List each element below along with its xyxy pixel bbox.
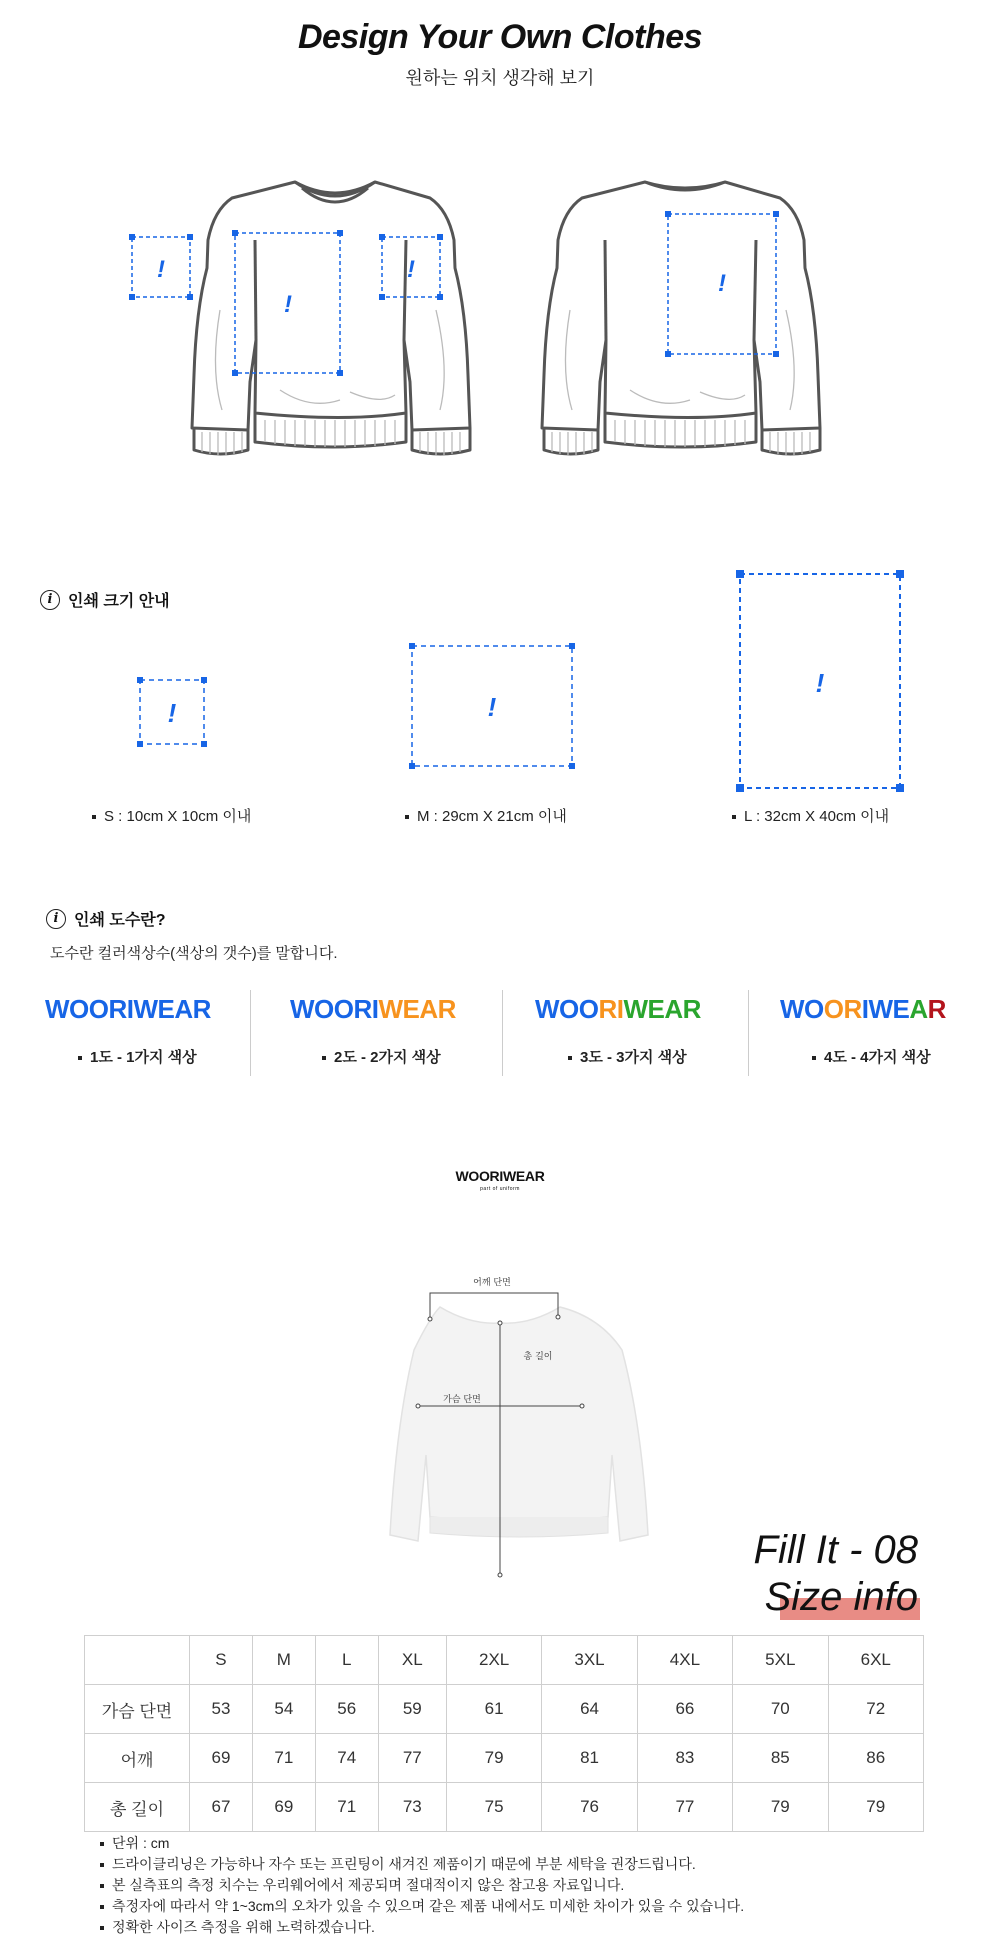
- table-cell: 79: [446, 1734, 541, 1783]
- table-cell: 69: [252, 1783, 315, 1832]
- print-size-boxes: [120, 560, 930, 800]
- size-info-title: Size info: [764, 1575, 918, 1619]
- brand-segment: R: [927, 994, 946, 1024]
- print-mark: !: [718, 270, 726, 297]
- table-cell: 73: [378, 1783, 446, 1832]
- table-header-cell: [85, 1636, 190, 1685]
- brand-segment: OR: [823, 994, 862, 1024]
- brand-segment: RI: [598, 994, 624, 1024]
- table-cell: 69: [190, 1734, 253, 1783]
- table-cell: 64: [542, 1685, 637, 1734]
- print-size-heading: i 인쇄 크기 안내: [40, 588, 170, 611]
- print-mark: !: [407, 256, 415, 283]
- size-notes: [100, 1833, 960, 1938]
- brand-3-color: [535, 994, 701, 1025]
- table-row: [85, 1734, 924, 1783]
- divider: [502, 990, 503, 1076]
- table-cell: 76: [542, 1783, 637, 1832]
- table-cell: 56: [315, 1685, 378, 1734]
- divider: [748, 990, 749, 1076]
- table-header-cell: 3XL: [542, 1636, 637, 1685]
- brand-segment: WOORI: [290, 994, 379, 1024]
- note-item: 단위 : cm: [100, 1833, 960, 1854]
- measure-shoulder-label: 어깨 단면: [473, 1278, 511, 1288]
- sweatshirt-photo: [390, 1307, 648, 1541]
- table-header-cell: 6XL: [828, 1636, 924, 1685]
- table-header-cell: 2XL: [446, 1636, 541, 1685]
- table-cell: 72: [828, 1685, 924, 1734]
- table-cell: 53: [190, 1685, 253, 1734]
- row-label: 가슴 단면: [85, 1685, 190, 1734]
- brand-segment: WOO: [535, 994, 599, 1024]
- table-header-cell: M: [252, 1636, 315, 1685]
- table-cell: 83: [637, 1734, 732, 1783]
- sweatshirt-back: [542, 182, 820, 455]
- table-cell: 85: [733, 1734, 828, 1783]
- table-header-cell: XL: [378, 1636, 446, 1685]
- size-brand-logo: WOORIWEAR: [455, 1168, 545, 1184]
- table-cell: 77: [637, 1783, 732, 1832]
- table-cell: 74: [315, 1734, 378, 1783]
- table-cell: 79: [733, 1783, 828, 1832]
- color-examples: [0, 990, 1000, 1080]
- brand-segment: IWE: [861, 994, 910, 1024]
- print-size-m-label: M : 29cm X 21cm 이내: [405, 805, 567, 826]
- brand-4-color: [780, 994, 946, 1025]
- brand-1-color: WOORIWEAR: [45, 994, 211, 1024]
- color-caption-4: 4도 - 4가지 색상: [812, 1046, 931, 1067]
- page-subtitle: 원하는 위치 생각해 보기: [405, 68, 595, 88]
- brand-segment: WEAR: [623, 994, 701, 1024]
- table-row: [85, 1685, 924, 1734]
- color-caption-1: 1도 - 1가지 색상: [78, 1046, 197, 1067]
- table-cell: 59: [378, 1685, 446, 1734]
- note-item: 드라이클리닝은 가능하나 자수 또는 프린팅이 새겨진 제품이기 때문에 부분 세탁을 권장드립니다.: [100, 1854, 960, 1875]
- table-cell: 67: [190, 1783, 253, 1832]
- color-caption-2: 2도 - 2가지 색상: [322, 1046, 441, 1067]
- brand-2-color: [290, 994, 456, 1025]
- print-mark: !: [487, 692, 497, 722]
- note-item: 측정자에 따라서 약 1~3cm의 오차가 있을 수 있으며 같은 제품 내에서도 미세한 차이가 있을 수 있습니다.: [100, 1896, 960, 1917]
- print-mark: !: [815, 668, 825, 698]
- table-cell: 70: [733, 1685, 828, 1734]
- brand-segment: A: [909, 994, 928, 1024]
- color-caption-3: 3도 - 3가지 색상: [568, 1046, 687, 1067]
- row-label: 어깨: [85, 1734, 190, 1783]
- print-mark: !: [167, 698, 177, 728]
- print-size-l-label: L : 32cm X 40cm 이내: [732, 805, 889, 826]
- table-cell: 66: [637, 1685, 732, 1734]
- info-icon: i: [40, 590, 60, 610]
- sweatshirt-illustrations: [110, 160, 900, 460]
- divider: [250, 990, 251, 1076]
- print-mark: !: [284, 291, 292, 318]
- table-cell: 71: [252, 1734, 315, 1783]
- table-cell: 61: [446, 1685, 541, 1734]
- brand-segment: WEAR: [378, 994, 456, 1024]
- product-name: Fill It - 08: [753, 1528, 918, 1572]
- table-cell: 75: [446, 1783, 541, 1832]
- size-table: [84, 1635, 924, 1832]
- note-item: 본 실측표의 측정 치수는 우리웨어에서 제공되며 절대적이지 않은 참고용 자료입니다.: [100, 1875, 960, 1896]
- measure-length-label: 총 길이: [523, 1352, 553, 1362]
- table-header-cell: L: [315, 1636, 378, 1685]
- table-header-cell: 5XL: [733, 1636, 828, 1685]
- table-row: [85, 1783, 924, 1832]
- row-label: 총 길이: [85, 1783, 190, 1832]
- table-cell: 86: [828, 1734, 924, 1783]
- print-colors-description: 도수란 컬러색상수(색상의 갯수)를 말합니다.: [50, 945, 338, 962]
- measure-chest-label: 가슴 단면: [443, 1395, 481, 1405]
- table-cell: 54: [252, 1685, 315, 1734]
- page-title: Design Your Own Clothes: [297, 18, 703, 56]
- size-brand-sub: part of uniform: [480, 1186, 520, 1192]
- table-cell: 79: [828, 1783, 924, 1832]
- print-size-s-label: S : 10cm X 10cm 이내: [92, 805, 251, 826]
- print-mark: !: [157, 256, 165, 283]
- table-header-cell: 4XL: [637, 1636, 732, 1685]
- table-cell: 71: [315, 1783, 378, 1832]
- table-header-row: [85, 1636, 924, 1685]
- table-header-cell: S: [190, 1636, 253, 1685]
- brand-segment: WO: [780, 994, 824, 1024]
- note-item: 정확한 사이즈 측정을 위해 노력하겠습니다.: [100, 1917, 960, 1938]
- table-cell: 81: [542, 1734, 637, 1783]
- print-colors-heading: i 인쇄 도수란?: [46, 907, 166, 930]
- table-cell: 77: [378, 1734, 446, 1783]
- info-icon: i: [46, 909, 66, 929]
- sweatshirt-front: [192, 182, 470, 454]
